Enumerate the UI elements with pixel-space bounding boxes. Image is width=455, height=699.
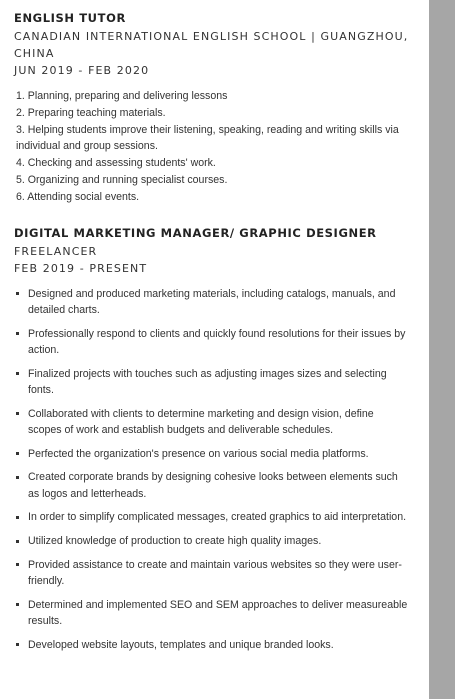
bullet-icon <box>16 452 19 455</box>
bullet-icon <box>16 476 19 479</box>
bullet-item <box>14 446 410 462</box>
job-company: FREELANCER <box>14 244 98 258</box>
bullet-item <box>14 286 410 318</box>
bullet-icon <box>16 540 19 543</box>
bullet-icon <box>16 412 19 415</box>
duty-item: 6. Attending social events. <box>16 190 140 203</box>
job-title: ENGLISH TUTOR <box>14 11 126 25</box>
bullet-icon <box>16 643 19 646</box>
experience-section <box>14 10 410 661</box>
bullet-icon <box>16 372 19 375</box>
job-company: CANADIAN INTERNATIONAL ENGLISH SCHOOL | GUANGZHOU, CHINA <box>14 30 409 60</box>
bullet-item <box>14 469 410 501</box>
duty-item: 5. Organizing and running specialist courses. <box>16 173 228 186</box>
bullet-text: Provided assistance to create and maintain various websites so they were user-friendly. <box>28 558 402 588</box>
bullet-item <box>14 366 410 398</box>
bullet-item <box>14 406 410 438</box>
bullet-item <box>14 509 410 525</box>
bullet-item <box>14 637 410 653</box>
bullet-icon <box>16 603 19 606</box>
job-title: DIGITAL MARKETING MANAGER/ GRAPHIC DESIGNER <box>14 225 377 240</box>
bullet-text: Perfected the organization's presence on various social media platforms. <box>28 447 369 460</box>
bullet-text: Developed website layouts, templates and unique branded looks. <box>28 638 334 651</box>
duty-item: 2. Preparing teaching materials. <box>16 106 166 119</box>
bullet-text: Determined and implemented SEO and SEM approaches to deliver measureable results. <box>28 598 408 628</box>
bullet-text: Finalized projects with touches such as adjusting images sizes and selecting fonts. <box>28 367 387 396</box>
bullet-item <box>14 533 410 549</box>
bullet-text: Designed and produced marketing materials, including catalogs, manuals, and detailed charts. <box>28 287 396 316</box>
job-entry-english-tutor <box>14 10 410 206</box>
sidebar-panel <box>429 0 455 699</box>
bullet-item <box>14 557 410 589</box>
bullet-text: Created corporate brands by designing cohesive looks between elements such as logos and letterheads. <box>28 471 398 500</box>
bullet-icon <box>16 516 19 519</box>
bullet-item <box>14 597 410 629</box>
bullet-text: Collaborated with clients to determine marketing and design vision, define scopes of work and establish budgets and deliverable schedules. <box>28 407 374 436</box>
bullet-text: In order to simplify complicated messages, created graphics to aid interpretation. <box>28 511 407 524</box>
job-entry-digital-marketing-manager <box>14 225 410 654</box>
job-dates: JUN 2019 - FEB 2020 <box>14 64 150 77</box>
bullet-icon <box>16 563 19 566</box>
duty-item: 3. Helping students improve their listening, speaking, reading and writing skills via individual and group sessions. <box>16 123 399 153</box>
duty-item: 1. Planning, preparing and delivering lessons <box>16 90 228 102</box>
bullet-text: Utilized knowledge of production to create high quality images. <box>28 535 322 548</box>
bullet-icon <box>16 292 19 295</box>
bullet-item <box>14 326 410 358</box>
job-dates: FEB 2019 - PRESENT <box>14 261 148 275</box>
bullet-icon <box>16 332 19 335</box>
achievements-list <box>14 286 410 654</box>
duty-item: 4. Checking and assessing students' work. <box>16 157 216 170</box>
bullet-text: Professionally respond to clients and quickly found resolutions for their issues by action. <box>28 327 406 356</box>
duties-list <box>14 88 410 206</box>
